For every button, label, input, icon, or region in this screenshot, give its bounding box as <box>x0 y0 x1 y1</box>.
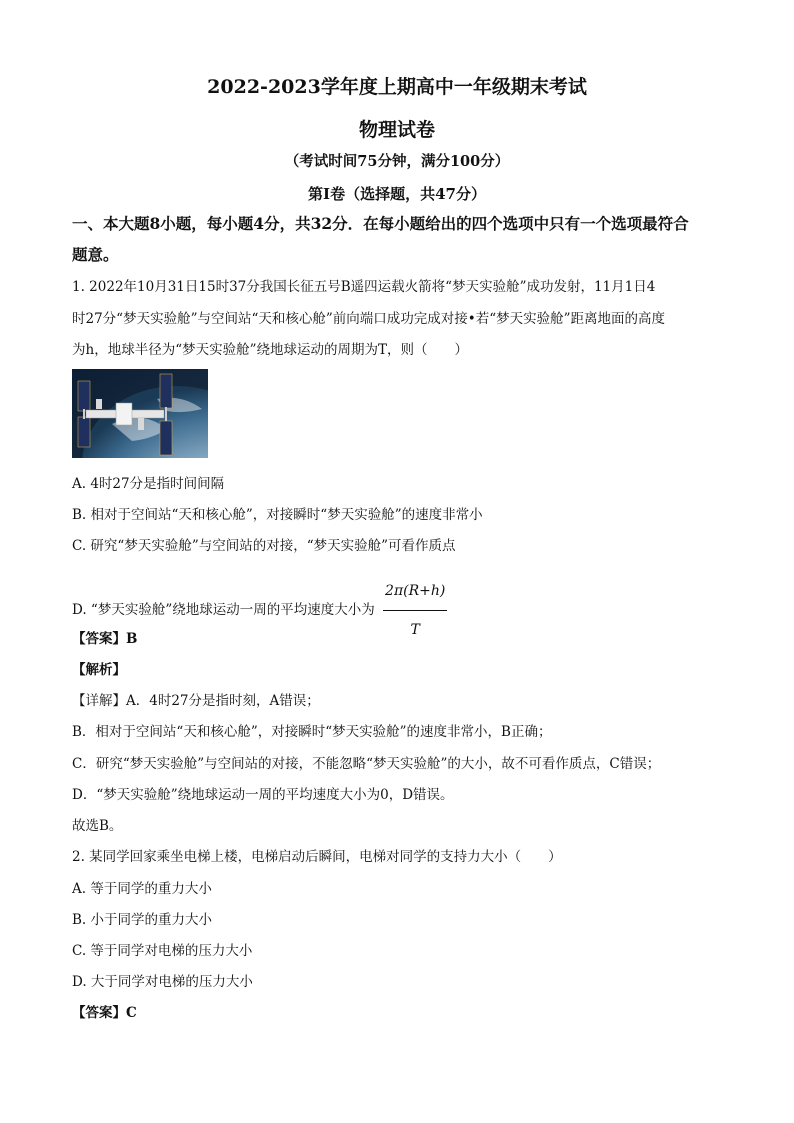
q2-stem: 2. 某同学回家乘坐电梯上楼，电梯启动后瞬间，电梯对同学的支持力大小（ ） <box>72 849 562 865</box>
volume-heading: 第I卷（选择题，共47分） <box>308 185 486 203</box>
subject-title: 物理试卷 <box>358 119 435 141</box>
q1-detail-b: B．相对于空间站“天和核心舱”，对接瞬时“梦天实验舱”的速度非常小，B正确； <box>72 724 552 740</box>
q1-option-a: A. 4时27分是指时间间隔 <box>72 476 225 492</box>
q2-option-b: B. 小于同学的重力大小 <box>72 912 213 928</box>
average-speed-formula <box>383 572 447 649</box>
q1-analysis-label: 【解析】 <box>72 662 126 678</box>
q1-stem-line1: 1. 2022年10月31日15时37分我国长征五号B遥四运载火箭将“梦天实验舱”成功发射，11月1日4 <box>72 279 656 295</box>
q1-option-d-text: D. “梦天实验舱”绕地球运动一周的平均速度大小为 <box>72 602 375 618</box>
q2-option-c: C. 等于同学对电梯的压力大小 <box>72 943 253 959</box>
q2-option-a: A. 等于同学的重力大小 <box>72 881 212 897</box>
section-instruction-line2: 题意。 <box>72 245 119 264</box>
q1-answer: 【答案】B <box>72 631 138 647</box>
q1-detail-d: D．“梦天实验舱”绕地球运动一周的平均速度大小为0，D错误。 <box>72 787 454 803</box>
q1-stem-line2: 时27分“梦天实验舱”与空间站“天和核心舱”前向端口成功完成对接•若“梦天实验舱”距离地面的高度 <box>72 311 666 327</box>
q1-detail-a: 【详解】A．4时27分是指时刻，A错误； <box>72 693 320 709</box>
exam-title: 2022-2023学年度上期高中一年级期末考试 <box>207 76 587 98</box>
exam-time-note: （考试时间75分钟，满分100分） <box>284 153 510 170</box>
q1-detail-c: C．研究“梦天实验舱”与空间站的对接，不能忽略“梦天实验舱”的大小，故不可看作质点，C错误； <box>72 756 661 772</box>
formula-numerator: 2π(R+h) <box>383 572 447 611</box>
q1-option-c: C. 研究“梦天实验舱”与空间站的对接，“梦天实验舱”可看作质点 <box>72 538 456 554</box>
q1-option-b: B. 相对于空间站“天和核心舱”，对接瞬时“梦天实验舱”的速度非常小 <box>72 507 483 523</box>
q1-conclusion: 故选B。 <box>72 818 123 834</box>
space-station-photo <box>72 369 208 458</box>
formula-denominator: T <box>410 622 420 638</box>
section-instruction-line1: 一、本大题8小题，每小题4分，共32分．在每小题给出的四个选项中只有一个选项最符合 <box>72 214 689 233</box>
q2-answer: 【答案】C <box>72 1005 137 1021</box>
q1-stem-line3: 为h，地球半径为“梦天实验舱”绕地球运动的周期为T，则（ ） <box>72 342 469 358</box>
q2-option-d: D. 大于同学对电梯的压力大小 <box>72 974 253 990</box>
